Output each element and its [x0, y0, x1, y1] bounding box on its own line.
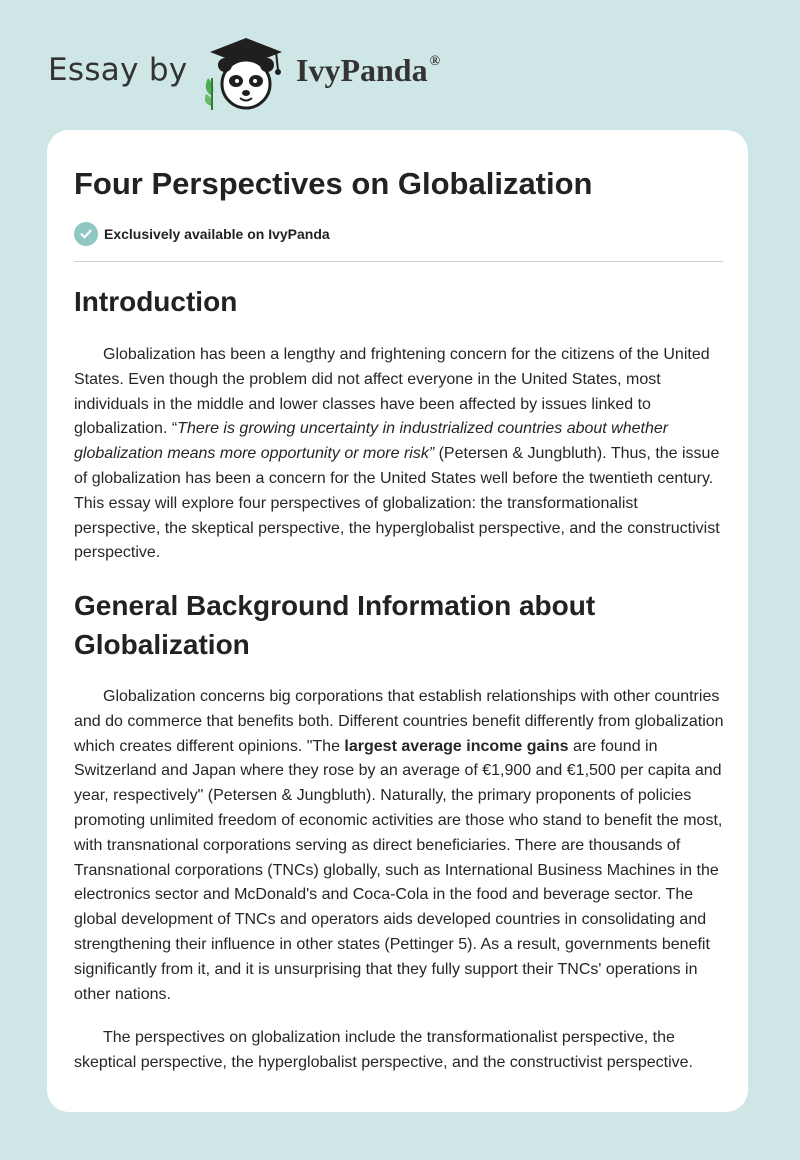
title-divider: [74, 261, 723, 262]
introduction-quote: There is growing uncertainty in industrialized countries about whether globalization means more opportunity or more risk”: [74, 420, 669, 463]
exclusive-badge: [74, 222, 330, 246]
essay-title: Four Perspectives on Globalization: [74, 166, 593, 201]
background-paragraph-1: Globalization concerns big corporations that establish relationships with other countries and do commerce that benefits both. Different countries benefit differently from globalization which creates different opinions. "The largest average income gains are found in Switzerland and Japan where they rose by an average of €1,900 and €1,500 per capita and year, respectively" (Petersen & Jungbluth). Naturally, the primary proponents of policies promoting unlimited freedom of economic activities are those who stand to benefit the most, with transnational corporations serving as direct beneficiaries. There are thousands of Transnational corporations (TNCs) globally, such as International Business Machines in the electronics sector and McDonald's and Coca-Cola in the food and beverage sector. The global development of TNCs and operators aids developed countries in consolidating and strengthening their influence in other states (Pettinger 5). As a result, governments benefit significantly from it, and it is unsurprising that they fully support their TNCs' operations in other nations.: [74, 688, 724, 1003]
section-heading-background: General Background Information about Globalization: [74, 590, 596, 660]
section-heading-introduction: Introduction: [74, 286, 238, 317]
exclusive-badge-label: Exclusively available on IvyPanda: [104, 226, 330, 242]
brand-name[interactable]: IvyPanda ®: [296, 52, 441, 88]
site-header: [0, 0, 800, 128]
highlighted-phrase: largest average income gains: [344, 737, 569, 755]
introduction-paragraph: Globalization has been a lengthy and frightening concern for the citizens of the United States. Even though the problem did not affect everyone in the United States, most individuals in the middle and lower classes have been affected by issues linked to globalization. “There is growing uncertainty in industrialized countries about whether globalization means more opportunity or more risk” (Petersen & Jungbluth). Thus, the issue of globalization has been a concern for the United States well before the twentieth century. This essay will explore four perspectives of globalization: the transformationalist perspective, the skeptical perspective, the hyperglobalist perspective, and the constructivist perspective.: [74, 346, 720, 562]
essay-card: [47, 130, 748, 1112]
panda-logo-icon[interactable]: [198, 34, 294, 112]
brand-prefix: Essay by: [48, 52, 188, 88]
background-paragraph-2: The perspectives on globalization include the transformationalist perspective, the skeptical perspective, the hyperglobalist perspective, and the constructivist perspective.: [74, 1029, 693, 1071]
check-circle-icon: [74, 222, 98, 246]
registered-mark: ®: [429, 54, 441, 69]
